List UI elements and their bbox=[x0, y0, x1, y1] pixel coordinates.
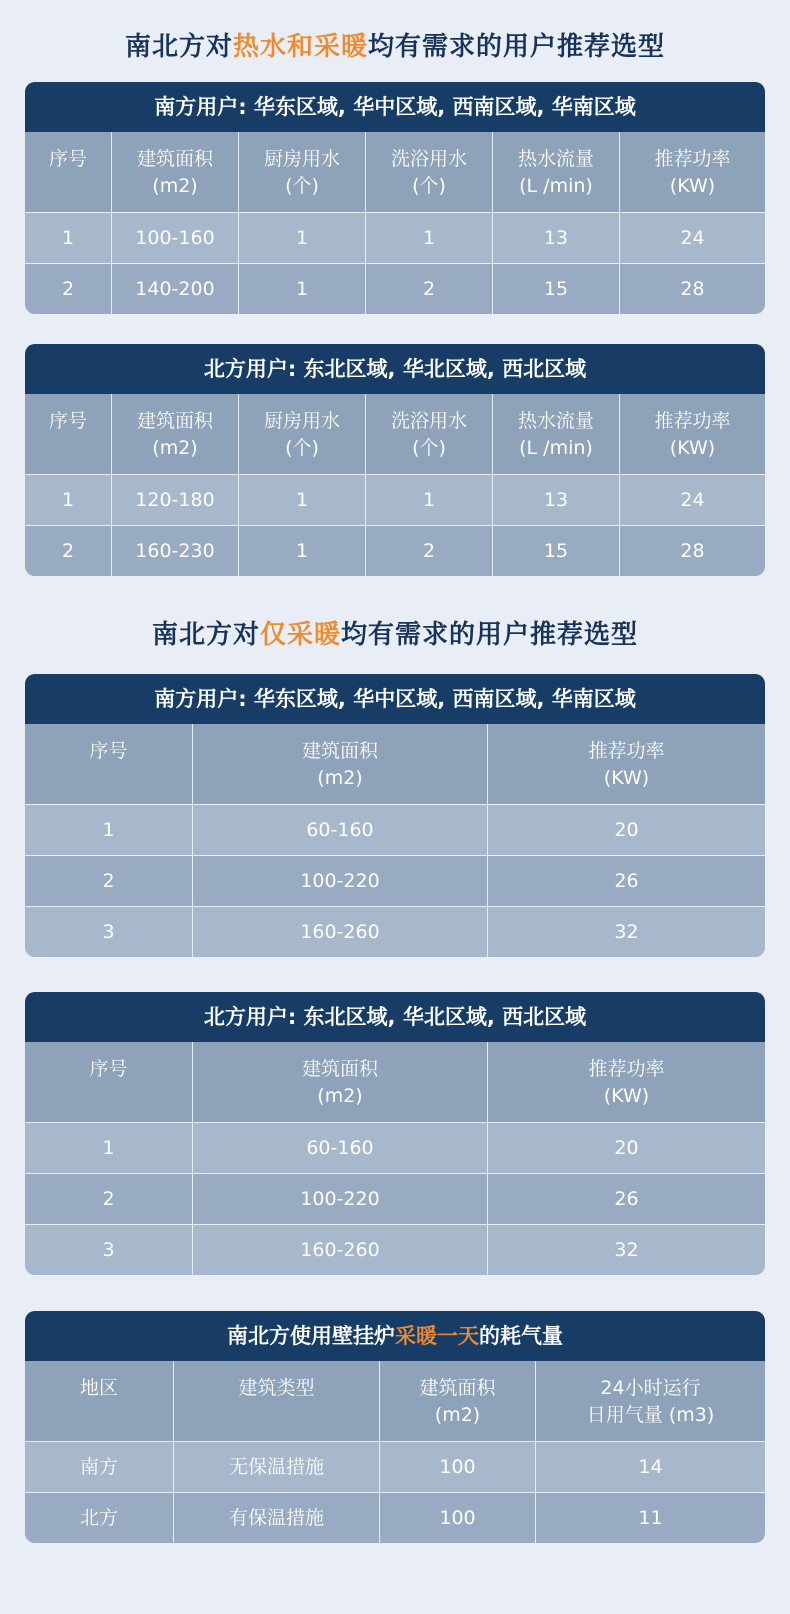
col-header-bath-water: 洗浴用水 (个) bbox=[365, 394, 492, 474]
col-header-index: 序号 bbox=[48, 148, 87, 170]
table-row bbox=[25, 1441, 765, 1492]
table-title: 南方用户: 华东区域, 华中区域, 西南区域, 华南区域 bbox=[25, 674, 765, 724]
col-header-area: 建筑面积 (m2) bbox=[192, 724, 487, 804]
section-title-heating-only bbox=[0, 614, 790, 651]
cell-area: 100-220 bbox=[192, 856, 487, 906]
cell-kitchen-water: 1 bbox=[238, 213, 365, 263]
table-title-suffix: 的耗气量 bbox=[479, 1324, 563, 1348]
table-row bbox=[25, 1492, 765, 1543]
table-header-row bbox=[25, 1361, 765, 1441]
cell-power: 28 bbox=[619, 264, 765, 314]
table-row bbox=[25, 263, 765, 314]
col-header-area: 建筑面积 (m2) bbox=[379, 1361, 535, 1441]
cell-index: 3 bbox=[102, 1238, 115, 1261]
col-header-power: 推荐功率 (KW) bbox=[487, 724, 765, 804]
col-header-daily-gas: 24小时运行 日用气量 (m3) bbox=[535, 1361, 765, 1441]
table-row bbox=[25, 1122, 765, 1173]
table-title-prefix: 南北方使用壁挂炉 bbox=[227, 1324, 395, 1348]
table-header-row bbox=[25, 394, 765, 474]
table-north-hot-water-heating bbox=[25, 344, 765, 576]
col-header-kitchen-water: 厨房用水 (个) bbox=[238, 132, 365, 212]
cell-bath-water: 1 bbox=[365, 475, 492, 525]
col-header-flow: 热水流量 (L /min) bbox=[492, 394, 619, 474]
table-row bbox=[25, 212, 765, 263]
cell-kitchen-water: 1 bbox=[238, 475, 365, 525]
col-header-area: 建筑面积 (m2) bbox=[111, 132, 238, 212]
cell-index: 1 bbox=[102, 1136, 115, 1159]
col-header-area: 建筑面积 (m2) bbox=[192, 1042, 487, 1122]
col-header-index: 序号 bbox=[48, 410, 87, 432]
table-south-hot-water-heating bbox=[25, 82, 765, 314]
cell-area: 160-260 bbox=[192, 1225, 487, 1275]
col-header-flow: 热水流量 (L /min) bbox=[492, 132, 619, 212]
table-south-heating-only bbox=[25, 674, 765, 957]
cell-area: 120-180 bbox=[111, 475, 238, 525]
cell-area: 60-160 bbox=[192, 1123, 487, 1173]
table-title: 南方用户: 华东区域, 华中区域, 西南区域, 华南区域 bbox=[25, 82, 765, 132]
table-row bbox=[25, 855, 765, 906]
cell-bath-water: 2 bbox=[365, 526, 492, 576]
cell-building-type: 无保温措施 bbox=[173, 1442, 379, 1492]
section-title-hot-water-heating bbox=[0, 26, 790, 63]
cell-area: 160-230 bbox=[111, 526, 238, 576]
cell-region: 北方 bbox=[79, 1506, 118, 1529]
cell-power: 20 bbox=[487, 1123, 765, 1173]
title-2-suffix: 均有需求的用户推荐选型 bbox=[341, 620, 639, 650]
cell-area: 160-260 bbox=[192, 907, 487, 957]
cell-index: 1 bbox=[61, 488, 75, 511]
col-header-index: 序号 bbox=[89, 1058, 128, 1080]
title-2-prefix: 南北方对 bbox=[151, 620, 260, 650]
cell-kitchen-water: 1 bbox=[238, 264, 365, 314]
table-header-row bbox=[25, 1042, 765, 1122]
cell-flow: 13 bbox=[492, 213, 619, 263]
table-header-row bbox=[25, 132, 765, 212]
cell-area: 60-160 bbox=[192, 805, 487, 855]
table-title-highlight: 采暖一天 bbox=[395, 1324, 479, 1348]
cell-power: 24 bbox=[619, 213, 765, 263]
cell-flow: 15 bbox=[492, 264, 619, 314]
cell-region: 南方 bbox=[79, 1455, 118, 1478]
col-header-bath-water: 洗浴用水 (个) bbox=[365, 132, 492, 212]
col-header-region: 地区 bbox=[79, 1377, 118, 1399]
col-header-index: 序号 bbox=[89, 740, 128, 762]
cell-flow: 13 bbox=[492, 475, 619, 525]
cell-power: 32 bbox=[487, 907, 765, 957]
cell-area: 140-200 bbox=[111, 264, 238, 314]
cell-daily-gas: 14 bbox=[535, 1442, 765, 1492]
cell-daily-gas: 11 bbox=[535, 1493, 765, 1543]
cell-index: 1 bbox=[61, 226, 75, 249]
col-header-power: 推荐功率 (KW) bbox=[619, 132, 765, 212]
table-title bbox=[25, 1311, 765, 1361]
table-row bbox=[25, 804, 765, 855]
cell-flow: 15 bbox=[492, 526, 619, 576]
table-north-heating-only bbox=[25, 992, 765, 1275]
cell-index: 3 bbox=[102, 920, 115, 943]
title-1-suffix: 均有需求的用户推荐选型 bbox=[368, 32, 666, 62]
cell-area: 100 bbox=[379, 1493, 535, 1543]
cell-area: 100 bbox=[379, 1442, 535, 1492]
cell-index: 2 bbox=[102, 1187, 115, 1210]
cell-power: 32 bbox=[487, 1225, 765, 1275]
cell-area: 100-160 bbox=[111, 213, 238, 263]
table-row bbox=[25, 525, 765, 576]
cell-index: 1 bbox=[102, 818, 115, 841]
title-1-highlight: 热水和采暖 bbox=[232, 32, 368, 62]
cell-bath-water: 1 bbox=[365, 213, 492, 263]
cell-kitchen-water: 1 bbox=[238, 526, 365, 576]
cell-power: 28 bbox=[619, 526, 765, 576]
col-header-power: 推荐功率 (KW) bbox=[487, 1042, 765, 1122]
table-header-row bbox=[25, 724, 765, 804]
cell-area: 100-220 bbox=[192, 1174, 487, 1224]
col-header-area: 建筑面积 (m2) bbox=[111, 394, 238, 474]
table-row bbox=[25, 1224, 765, 1275]
cell-power: 20 bbox=[487, 805, 765, 855]
table-row bbox=[25, 906, 765, 957]
cell-index: 2 bbox=[61, 277, 75, 300]
table-row bbox=[25, 1173, 765, 1224]
table-title: 北方用户: 东北区域, 华北区域, 西北区域 bbox=[25, 344, 765, 394]
col-header-building-type: 建筑类型 bbox=[173, 1361, 379, 1441]
table-title: 北方用户: 东北区域, 华北区域, 西北区域 bbox=[25, 992, 765, 1042]
title-2-highlight: 仅采暖 bbox=[259, 620, 341, 650]
col-header-kitchen-water: 厨房用水 (个) bbox=[238, 394, 365, 474]
cell-building-type: 有保温措施 bbox=[173, 1493, 379, 1543]
cell-bath-water: 2 bbox=[365, 264, 492, 314]
table-row bbox=[25, 474, 765, 525]
cell-power: 26 bbox=[487, 1174, 765, 1224]
cell-index: 2 bbox=[61, 539, 75, 562]
table-daily-gas-consumption bbox=[25, 1311, 765, 1543]
cell-index: 2 bbox=[102, 869, 115, 892]
col-header-power: 推荐功率 (KW) bbox=[619, 394, 765, 474]
title-1-prefix: 南北方对 bbox=[124, 32, 233, 62]
cell-power: 26 bbox=[487, 856, 765, 906]
cell-power: 24 bbox=[619, 475, 765, 525]
